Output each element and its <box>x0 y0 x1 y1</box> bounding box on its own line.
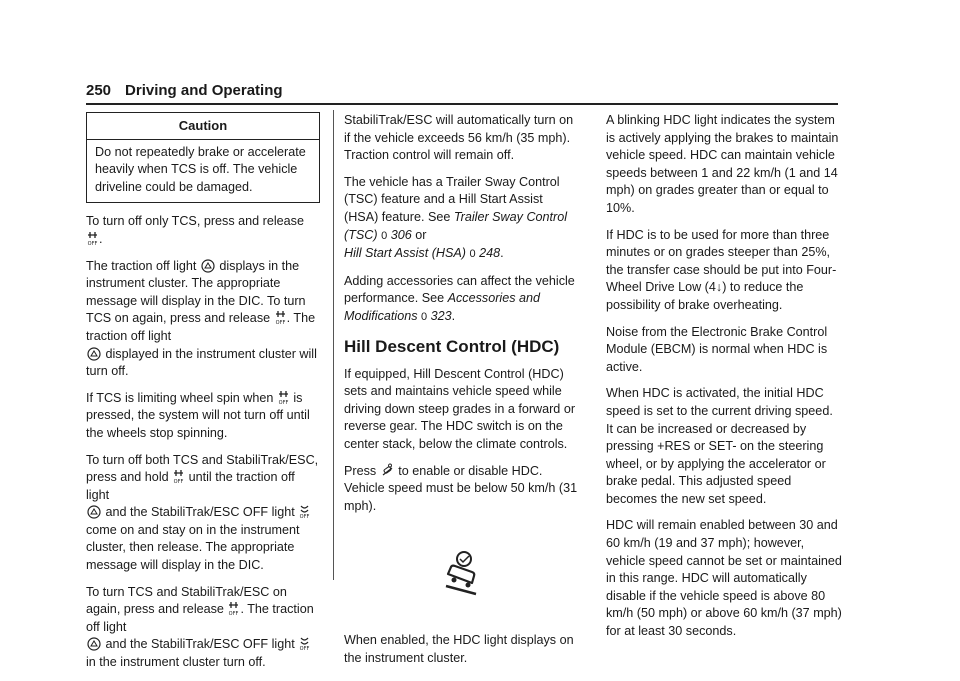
page-reference[interactable]: 248 <box>479 246 501 261</box>
paragraph: Adding accessories can affect the vehicle performance. See Accessories and Modifications 0 323. <box>344 273 575 323</box>
svg-text:OFF: OFF <box>87 240 98 246</box>
column-3 <box>606 112 842 650</box>
cross-reference-link[interactable]: Hill Start Assist (HSA) <box>344 246 466 261</box>
hdc-button-icon <box>381 463 394 478</box>
section-heading: Hill Descent Control (HDC) <box>344 336 560 356</box>
hdc-light-figure <box>344 524 580 624</box>
column-2 <box>344 112 580 676</box>
paragraph: HDC will remain enabled between 30 and 60 km/h (19 and 37 mph); however, vehicle speed cannot be set or maintained in this range. HDC will automatically disable if the vehicle speed is above 80 km/h (50 mph) or above 60 km/h (37 mph) for at least 30 seconds. <box>606 518 842 639</box>
stabilitrak-off-light-icon <box>299 504 310 519</box>
svg-text:OFF: OFF <box>299 514 310 520</box>
traction-off-light-icon <box>87 637 101 651</box>
cross-reference-link[interactable]: Accessories and Modifications <box>344 291 541 323</box>
paragraph: When enabled, the HDC light displays on the instrument cluster. <box>344 633 574 665</box>
caution-title: Caution <box>87 113 319 140</box>
tcs-off-button-icon <box>173 469 184 484</box>
column-1 <box>86 112 320 681</box>
paragraph: If TCS is limiting wheel spin when OFF is pressed, the system will not turn off until the wheels stop spinning. <box>86 390 310 440</box>
page-arrow-icon: 0 <box>421 310 428 323</box>
page-reference[interactable]: 323 <box>430 308 452 323</box>
four-low-symbol: ↓ <box>715 280 723 295</box>
paragraph: The vehicle has a Trailer Sway Control (TSC) feature and a Hill Start Assist (HSA) feature. See Trailer Sway Control (TSC) 0 306 or Hill Start Assist (HSA) 0 248. <box>344 174 568 261</box>
svg-text:OFF: OFF <box>275 320 285 326</box>
paragraph: When HDC is activated, the initial HDC speed is set to the current driving speed. It can be increased or decreased by pressing +RES or SET- on the steering wheel, or by applying the accelerator or brake pedal. This adjusted speed becomes the new set speed. <box>606 386 833 506</box>
caution-text: Do not repeatedly brake or accelerate heavily when TCS is off. The vehicle driveline could be damaged. <box>95 144 306 194</box>
page-arrow-icon: 0 <box>469 248 476 261</box>
paragraph: If equipped, Hill Descent Control (HDC) sets and maintains vehicle speed while driving down steep grades in a forward or reverse gear. The HDC switch is on the center stack, below the climate controls. <box>344 366 576 451</box>
header-rule <box>86 103 838 105</box>
paragraph: StabiliTrak/ESC will automatically turn on if the vehicle exceeds 56 km/h (35 mph). Traction control will remain off. <box>344 113 574 163</box>
page-number: 250 <box>86 82 112 99</box>
paragraph: If HDC is to be used for more than three minutes or on grades steeper than 25%, the transfer case should be put into Four-Wheel Drive Low (4↓) to reduce the possibility of brake overheating. <box>606 227 837 312</box>
tcs-off-button-icon <box>87 231 98 246</box>
paragraph: To turn off only TCS, press and release OFF . <box>86 214 304 246</box>
svg-text:OFF: OFF <box>229 611 239 617</box>
page-arrow-icon: 0 <box>381 229 388 242</box>
tcs-off-button-icon <box>228 601 239 616</box>
page-header <box>86 82 283 99</box>
hdc-light-icon <box>442 550 482 598</box>
tcs-off-button-icon <box>278 390 289 405</box>
cross-reference-link[interactable]: Trailer Sway Control (TSC) <box>344 209 568 242</box>
paragraph: Noise from the Electronic Brake Control Module (EBCM) is normal when HDC is active. <box>606 324 828 374</box>
paragraph: The traction off light displays in the instrument cluster. The appropriate message will display in the DIC. To turn TCS on again, press and release OFF . The traction off light displayed in the instrument cluster will turn off. <box>86 258 317 379</box>
section-title: Driving and Operating <box>125 82 283 99</box>
page-reference[interactable]: 306 <box>390 227 412 242</box>
svg-text:OFF: OFF <box>173 479 184 485</box>
svg-text:OFF: OFF <box>299 646 310 652</box>
paragraph: Press to enable or disable HDC. Vehicle speed must be below 50 km/h (31 mph). <box>344 463 578 513</box>
column-divider <box>333 110 334 580</box>
caution-box <box>86 112 320 203</box>
traction-off-light-icon <box>201 259 215 273</box>
svg-text:OFF: OFF <box>278 399 289 405</box>
paragraph: A blinking HDC light indicates the system is actively applying the brakes to maintain vehicle speed. HDC can maintain vehicle speeds between 1 and 22 km/h (1 and 14 mph) on grades greater than or equal to 10%. <box>606 113 839 215</box>
tcs-off-button-icon <box>275 310 286 325</box>
traction-off-light-icon <box>87 505 101 519</box>
paragraph: To turn off both TCS and StabiliTrak/ESC, press and hold OFF until the traction off light and the StabiliTrak/ESC OFF light OFF come on and stay on in the instrument cluster, then release. The appropriate message will display in the DIC. <box>86 452 319 573</box>
stabilitrak-off-light-icon <box>299 636 310 651</box>
paragraph: To turn TCS and StabiliTrak/ESC on again, press and release OFF . The traction off light and the StabiliTrak/ESC OFF light OFF in the instrument cluster turn off. <box>86 584 314 670</box>
traction-off-light-icon <box>87 347 101 361</box>
